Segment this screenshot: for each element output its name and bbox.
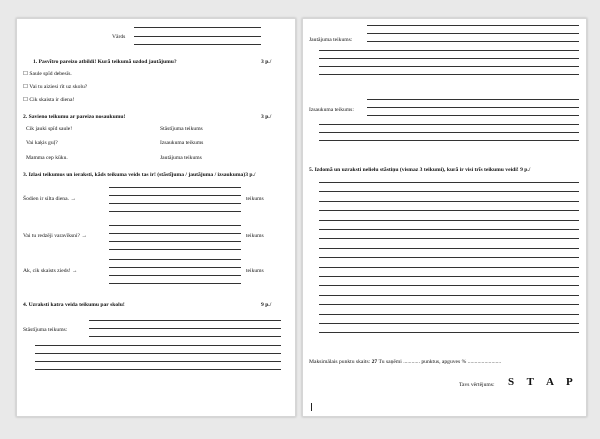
answer-line	[319, 201, 579, 202]
answer-line[interactable]	[367, 41, 579, 42]
answer-line	[319, 276, 579, 277]
grade-label: Tavs vērtējums:	[459, 382, 495, 388]
question-3-sentence: Vai tu redzēji varavīksni? →	[23, 233, 87, 239]
question-1-points: 3 p./	[261, 59, 272, 65]
question-2-title: 2. Savieno teikumu ar pareizo nosaukumu!	[23, 114, 126, 120]
answer-line	[319, 248, 579, 249]
answer-line	[109, 195, 241, 196]
answer-line	[319, 267, 579, 268]
answer-line	[319, 140, 579, 141]
sentence-type-item: Izsaukuma teikums	[160, 140, 204, 146]
answer-line	[367, 25, 579, 26]
answer-line	[367, 115, 579, 116]
answer-line	[109, 259, 241, 260]
answer-line	[367, 33, 579, 34]
answer-line	[109, 187, 241, 188]
question-3-sentence: Šodien ir silta diena. →	[23, 196, 76, 202]
answer-line	[319, 314, 579, 315]
question-1-option[interactable]: ☐ Saule spīd debesīs.	[23, 71, 72, 77]
answer-line	[319, 285, 579, 286]
max-points-label	[309, 359, 501, 366]
answer-line	[319, 124, 579, 125]
answer-line	[319, 210, 579, 211]
question-sentence-label: Jautājuma teikums:	[309, 37, 353, 43]
answer-line	[319, 50, 579, 51]
max-points-prefix: Maksimālais punktu skaits:	[309, 359, 371, 365]
statement-sentence-label: Stāstījuma teikums:	[23, 327, 68, 333]
received-points-text: Tu saņēmi ............ punktus, apguves % ........................	[378, 359, 502, 365]
answer-line[interactable]	[109, 203, 241, 204]
sentence-type-item: Stāstījuma teikums	[160, 126, 203, 132]
text-cursor	[311, 403, 312, 411]
answer-line	[109, 267, 241, 268]
answer-line	[319, 229, 579, 230]
answer-line[interactable]	[367, 107, 579, 108]
exclamation-sentence-label: Izsaukuma teikums:	[309, 107, 354, 113]
answer-line	[319, 66, 579, 67]
question-4-title: 4. Uzraksti katra veida teikumu par skolu!	[23, 302, 125, 308]
question-3-sentence: Ak, cik skaists zieds! →	[23, 268, 78, 274]
answer-line	[109, 233, 241, 234]
answer-line	[319, 58, 579, 59]
sentence-item: Vai kaķis guļ?	[26, 140, 58, 146]
sentence-item: Mamma cep kūku.	[26, 155, 68, 161]
answer-line	[35, 353, 281, 354]
answer-line[interactable]	[89, 328, 281, 329]
question-3-title: 3. Izlasi teikumus un ieraksti, kāds teikuma veids tas ir! (stāstījuma / jautājuma / izsaukuma)3 p./	[23, 172, 256, 178]
answer-line[interactable]	[109, 275, 241, 276]
grade-options[interactable]: S T A P	[508, 376, 578, 388]
question-3-suffix: teikums	[246, 268, 264, 274]
answer-line	[319, 238, 579, 239]
answer-line	[109, 211, 241, 212]
name-label: Vārds	[112, 34, 126, 40]
sentence-type-item: Jautājuma teikums	[160, 155, 202, 161]
question-1-option[interactable]: ☐ Cik skaista ir diena!	[23, 97, 75, 103]
answer-line	[319, 304, 579, 305]
answer-line	[319, 257, 579, 258]
answer-line	[319, 323, 579, 324]
name-line	[134, 36, 261, 37]
answer-line	[367, 99, 579, 100]
question-3-suffix: teikums	[246, 233, 264, 239]
answer-line	[109, 249, 241, 250]
answer-line	[35, 345, 281, 346]
answer-line	[319, 182, 579, 183]
question-3-suffix: teikums	[246, 196, 264, 202]
answer-line	[89, 320, 281, 321]
answer-line	[319, 132, 579, 133]
answer-line	[319, 295, 579, 296]
answer-line	[319, 332, 579, 333]
answer-line	[109, 225, 241, 226]
question-4-points: 9 p./	[261, 302, 272, 308]
answer-line	[319, 220, 579, 221]
answer-line[interactable]	[109, 241, 241, 242]
answer-line	[35, 361, 281, 362]
name-line	[134, 44, 261, 45]
sentence-item: Cik jauki spīd saule!	[26, 126, 73, 132]
worksheet-page-1	[16, 18, 296, 417]
question-5-title: 5. Izdomā un uzraksti nelielu stāstiņu (vismaz 3 teikumi), kurā ir visi trīs teikumu veidi! 9 p./	[309, 167, 531, 173]
question-2-points: 3 p./	[261, 114, 272, 120]
answer-line	[319, 74, 579, 75]
name-line	[134, 27, 261, 28]
answer-line	[89, 336, 281, 337]
max-points-value: 27	[371, 359, 378, 365]
answer-line	[319, 191, 579, 192]
question-1-option[interactable]: ☐ Vai tu aiziesi rīt uz skolu?	[23, 84, 88, 90]
question-1-title: 1. Pasvītro pareizo atbildi! Kurā teikumā uzdod jautājumu?	[33, 59, 177, 65]
worksheet-page-2	[302, 18, 587, 417]
answer-line	[35, 369, 281, 370]
answer-line	[109, 283, 241, 284]
